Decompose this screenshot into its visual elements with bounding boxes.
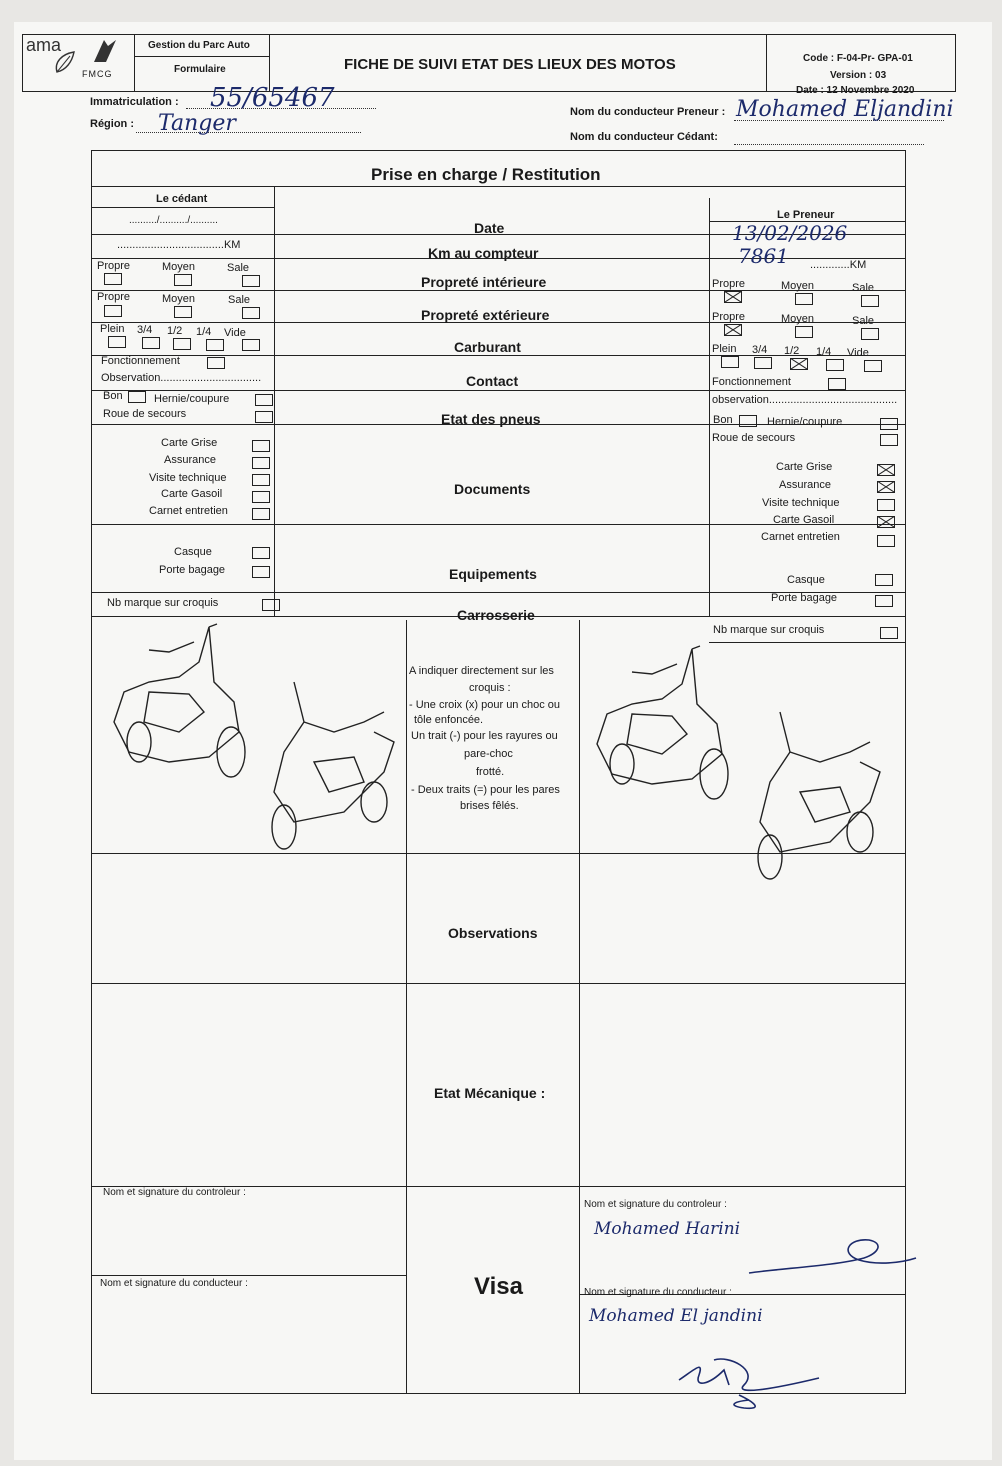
cedant-casque-checkbox[interactable] (252, 547, 270, 559)
preneur-casque-label: Casque (787, 574, 825, 586)
controleur-signature-icon (744, 1228, 919, 1278)
cedant-fonctionnement-label: Fonctionnement (101, 355, 180, 367)
cedant-carte-grise-label: Carte Grise (161, 437, 218, 449)
cedant-roue-label: Roue de secours (103, 408, 187, 420)
preneur-carte-grise-checkbox[interactable] (877, 464, 895, 476)
preneur-nb-marque-label: Nb marque sur croquis (713, 624, 825, 636)
preneur-14-checkbox[interactable] (826, 359, 844, 371)
cedant-nb-marque-checkbox[interactable] (262, 599, 280, 611)
row-carburant: Carburant (454, 339, 521, 355)
preneur-pe-sale-checkbox[interactable] (861, 328, 879, 340)
preneur-carte-grise-label: Carte Grise (776, 461, 833, 473)
preneur-name-value: Mohamed Eljandini (736, 97, 954, 122)
cedant-fonctionnement-checkbox[interactable] (207, 357, 225, 369)
preneur-34-checkbox[interactable] (754, 357, 772, 369)
cedant-hernie-label: Hernie/coupure (154, 393, 230, 405)
cedant-porte-bagage-checkbox[interactable] (252, 566, 270, 578)
instr-line-9: brises fêlés. (460, 800, 519, 812)
scooter-sketch-left-1 (109, 622, 259, 782)
cedant-hernie-checkbox[interactable] (255, 394, 273, 406)
preneur-visite-label: Visite technique (762, 497, 840, 509)
preneur-gasoil-checkbox[interactable] (877, 516, 895, 528)
header-date: Date : 12 Novembre 2020 (796, 85, 915, 96)
row-documents: Documents (454, 481, 531, 497)
instr-line-6: pare-choc (464, 748, 513, 760)
cedant-carnet-label: Carnet entretien (149, 505, 228, 517)
instr-line-8: - Deux traits (=) pour les pares (411, 784, 560, 796)
cedant-pi-sale-label: Sale (227, 262, 250, 274)
cedant-12-label: 1/2 (167, 325, 183, 337)
logo-leaf-icon (52, 48, 82, 76)
col-cedant: Le cédant (156, 193, 208, 205)
preneur-34-label: 3/4 (752, 344, 768, 356)
logo-ama: ama (26, 35, 62, 55)
instr-line-1: A indiquer directement sur les (409, 665, 554, 677)
cedant-pe-moyen-label: Moyen (162, 293, 196, 305)
cedant-pe-moyen-checkbox[interactable] (174, 306, 192, 318)
preneur-conducteur-label: Nom et signature du conducteur : (584, 1287, 732, 1298)
preneur-carnet-checkbox[interactable] (877, 535, 895, 547)
preneur-pe-moyen-label: Moyen (781, 313, 815, 325)
scooter-sketch-right-2 (740, 702, 890, 882)
preneur-pi-sale-checkbox[interactable] (861, 295, 879, 307)
cedant-conducteur-label: Nom et signature du conducteur : (100, 1278, 248, 1289)
preneur-controleur-label: Nom et signature du controleur : (584, 1199, 727, 1210)
cedant-controleur-label: Nom et signature du controleur : (103, 1187, 246, 1198)
header-version: Version : 03 (830, 70, 887, 81)
preneur-km-unit: .............KM (810, 259, 867, 271)
header-formulaire: Formulaire (174, 64, 226, 75)
cedant-porte-bagage-label: Porte bagage (159, 564, 226, 576)
preneur-fonctionnement-label: Fonctionnement (712, 376, 791, 388)
row-observations: Observations (448, 925, 538, 941)
cedant-plein-checkbox[interactable] (108, 336, 126, 348)
form-title: FICHE DE SUIVI ETAT DES LIEUX DES MOTOS (344, 56, 676, 73)
cedant-pi-propre-checkbox[interactable] (104, 273, 122, 285)
controleur-name: Mohamed Harini (594, 1219, 741, 1239)
cedant-pe-propre-label: Propre (97, 291, 131, 303)
preneur-bon-label: Bon (713, 414, 733, 426)
header-code: Code : F-04-Pr- GPA-01 (803, 53, 913, 64)
row-prop-int: Propreté intérieure (421, 274, 547, 290)
preneur-14-label: 1/4 (816, 346, 832, 358)
cedant-pi-moyen-checkbox[interactable] (174, 274, 192, 286)
cedant-bon-label: Bon (103, 390, 123, 402)
cedant-km: ...................................KM (117, 239, 241, 251)
preneur-roue-label: Roue de secours (712, 432, 796, 444)
cedant-pe-sale-checkbox[interactable] (242, 307, 260, 319)
preneur-nb-marque-checkbox[interactable] (880, 627, 898, 639)
cedant-pi-moyen-label: Moyen (162, 261, 196, 273)
preneur-assurance-checkbox[interactable] (877, 481, 895, 493)
immat-value: 55/65467 (210, 83, 335, 113)
row-carrosserie: Carrosserie (457, 607, 535, 623)
row-pneus: Etat des pneus (441, 411, 541, 427)
visa-label: Visa (474, 1273, 523, 1300)
preneur-name-label: Nom du conducteur Preneur : (570, 106, 726, 118)
preneur-plein-checkbox[interactable] (721, 356, 739, 368)
cedant-name-label: Nom du conducteur Cédant: (570, 131, 718, 143)
cedant-vide-checkbox[interactable] (242, 339, 260, 351)
instr-line-3: - Une croix (x) pour un choc ou (409, 699, 561, 711)
cedant-plein-label: Plein (100, 323, 125, 335)
instr-line-7: frotté. (476, 766, 505, 778)
instr-line-5: Un trait (-) pour les rayures ou (411, 730, 558, 742)
col-preneur: Le Preneur (777, 209, 835, 221)
preneur-12-label: 1/2 (784, 345, 800, 357)
region-label: Région : (90, 118, 134, 130)
preneur-porte-bagage-checkbox[interactable] (875, 595, 893, 607)
cedant-visite-label: Visite technique (149, 472, 227, 484)
preneur-km: 7861 (738, 244, 789, 268)
preneur-gasoil-label: Carte Gasoil (773, 514, 835, 526)
cedant-14-label: 1/4 (196, 326, 212, 338)
preneur-pe-sale-label: Sale (852, 315, 875, 327)
cedant-observation: Observation................................. (101, 372, 262, 384)
preneur-12-checkbox[interactable] (790, 358, 808, 370)
cedant-gasoil-label: Carte Gasoil (161, 488, 223, 500)
preneur-pi-propre-label: Propre (712, 278, 746, 290)
preneur-hernie-checkbox[interactable] (880, 418, 898, 430)
scooter-sketch-right-1 (592, 644, 742, 804)
cedant-12-checkbox[interactable] (173, 338, 191, 350)
cedant-roue-checkbox[interactable] (255, 411, 273, 423)
preneur-pi-moyen-label: Moyen (781, 280, 815, 292)
cedant-vide-label: Vide (224, 327, 246, 339)
cedant-pe-propre-checkbox[interactable] (104, 305, 122, 317)
cedant-assurance-label: Assurance (164, 454, 216, 466)
preneur-pe-propre-checkbox[interactable] (724, 324, 742, 336)
cedant-34-checkbox[interactable] (142, 337, 160, 349)
cedant-pi-sale-checkbox[interactable] (242, 275, 260, 287)
row-prop-ext: Propreté extérieure (421, 307, 550, 323)
preneur-pi-sale-label: Sale (852, 282, 875, 294)
preneur-vide-label: Vide (847, 347, 869, 359)
region-value: Tanger (158, 111, 236, 136)
cedant-bon-checkbox[interactable] (128, 391, 146, 403)
preneur-vide-checkbox[interactable] (864, 360, 882, 372)
preneur-assurance-label: Assurance (779, 479, 831, 491)
row-equipements: Equipements (449, 566, 537, 582)
preneur-observation: observation.......................................... (712, 394, 898, 406)
cedant-pe-sale-label: Sale (228, 294, 251, 306)
cedant-14-checkbox[interactable] (206, 339, 224, 351)
cedant-34-label: 3/4 (137, 324, 153, 336)
cedant-carte-grise-checkbox[interactable] (252, 440, 270, 452)
row-km: Km au compteur (428, 245, 539, 261)
instr-line-4: tôle enfoncée. (414, 714, 484, 726)
conducteur-signature-icon (669, 1340, 829, 1412)
instr-line-2: croquis : (469, 682, 511, 694)
preneur-pe-moyen-checkbox[interactable] (795, 326, 813, 338)
preneur-plein-label: Plein (712, 343, 737, 355)
preneur-visite-checkbox[interactable] (877, 499, 895, 511)
preneur-fonctionnement-checkbox[interactable] (828, 378, 846, 390)
row-contact: Contact (466, 373, 519, 389)
form-sheet (14, 22, 992, 1460)
logo-fmcg: FMCG (82, 69, 113, 79)
cedant-casque-label: Casque (174, 546, 212, 558)
preneur-bon-checkbox[interactable] (739, 415, 757, 427)
cedant-gasoil-checkbox[interactable] (252, 491, 270, 503)
cedant-nb-marque-label: Nb marque sur croquis (107, 597, 219, 609)
immat-label: Immatriculation : (90, 96, 179, 108)
preneur-date: 13/02/2026 (732, 221, 848, 245)
preneur-roue-checkbox[interactable] (880, 434, 898, 446)
cedant-date: ........../........../.......... (129, 215, 218, 226)
header-dept: Gestion du Parc Auto (148, 40, 250, 51)
preneur-pe-propre-label: Propre (712, 311, 746, 323)
preneur-porte-bagage-label: Porte bagage (771, 592, 838, 604)
scooter-sketch-left-2 (254, 672, 404, 852)
preneur-hernie-label: Hernie/coupure (767, 416, 843, 428)
row-date: Date (474, 220, 505, 236)
preneur-carnet-label: Carnet entretien (761, 531, 840, 543)
main-title: Prise en charge / Restitution (371, 165, 601, 184)
preneur-pi-propre-checkbox[interactable] (724, 291, 742, 303)
preneur-casque-checkbox[interactable] (875, 574, 893, 586)
cedant-carnet-checkbox[interactable] (252, 508, 270, 520)
conducteur-name: Mohamed El jandini (589, 1306, 763, 1326)
cedant-assurance-checkbox[interactable] (252, 457, 270, 469)
preneur-pi-moyen-checkbox[interactable] (795, 293, 813, 305)
logo-fmcg-icon (88, 36, 122, 66)
row-mecanique: Etat Mécanique : (434, 1085, 546, 1101)
cedant-pi-propre-label: Propre (97, 260, 131, 272)
cedant-visite-checkbox[interactable] (252, 474, 270, 486)
